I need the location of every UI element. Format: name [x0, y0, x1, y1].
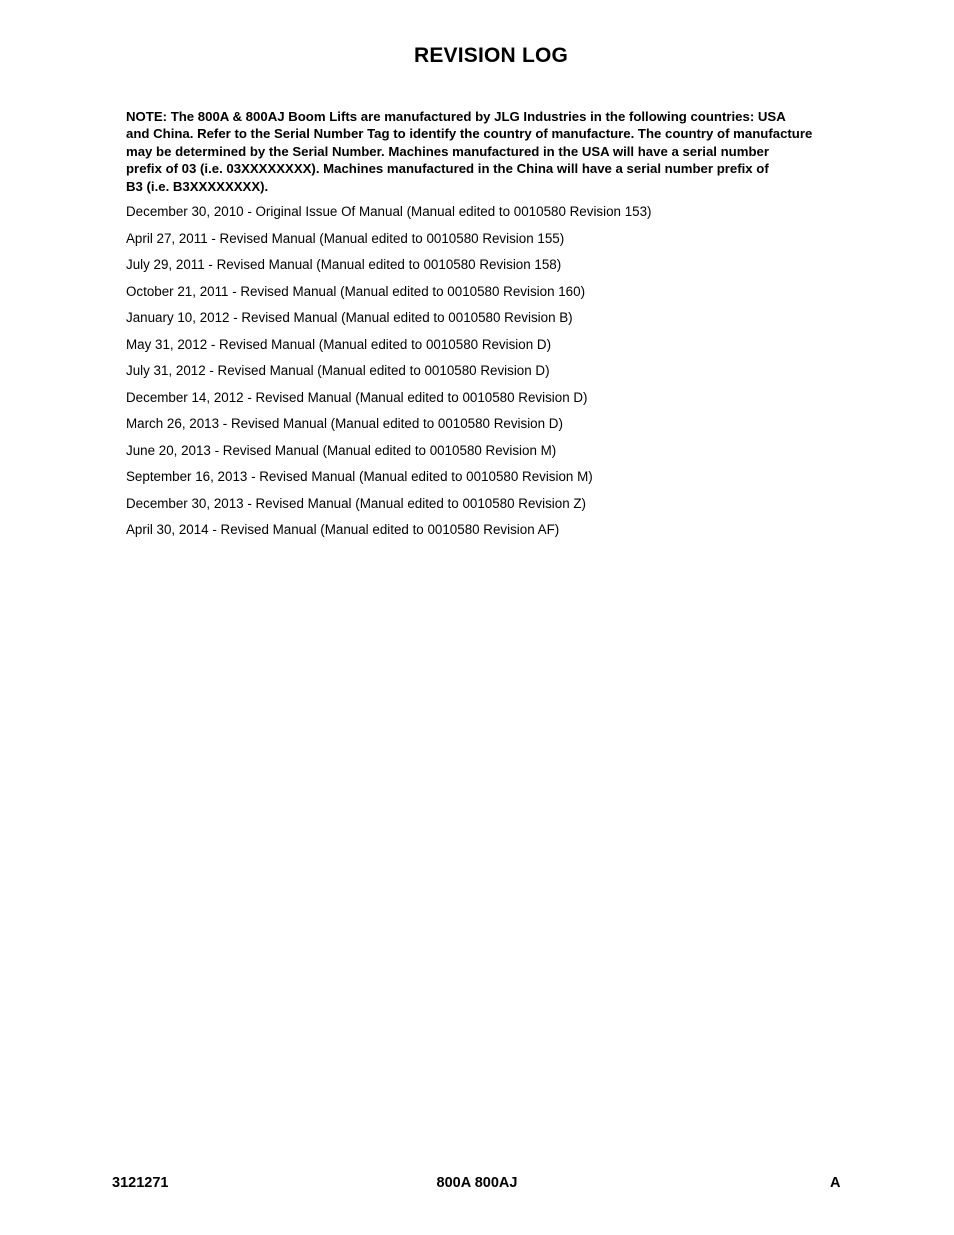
note-line: may be determined by the Serial Number. Machines manufactured in the USA will have a serial number — [126, 143, 769, 159]
revision-entry: May 31, 2012 - Revised Manual (Manual edited to 0010580 Revision D) — [126, 336, 552, 352]
note-line: prefix of 03 (i.e. 03XXXXXXXX). Machines manufactured in the China will have a serial number prefix of — [126, 161, 769, 177]
footer-model: 800A 800AJ — [436, 1175, 518, 1191]
revision-entry: July 31, 2012 - Revised Manual (Manual edited to 0010580 Revision D) — [126, 363, 550, 378]
revision-entry: December 30, 2013 - Revised Manual (Manual edited to 0010580 Revision Z) — [126, 495, 587, 511]
note-line: and China. Refer to the Serial Number Tag to identify the country of manufacture. The country of manufacture — [126, 126, 813, 142]
note-line: B3 (i.e. B3XXXXXXXX). — [126, 178, 269, 194]
revision-entry: July 29, 2011 - Revised Manual (Manual edited to 0010580 Revision 158) — [126, 257, 562, 272]
revision-entry: March 26, 2013 - Revised Manual (Manual edited to 0010580 Revision D) — [126, 416, 563, 431]
revision-entry: October 21, 2011 - Revised Manual (Manual edited to 0010580 Revision 160) — [126, 283, 586, 299]
revision-entry: April 27, 2011 - Revised Manual (Manual edited to 0010580 Revision 155) — [126, 230, 565, 246]
revision-entry: December 30, 2010 - Original Issue Of Manual (Manual edited to 0010580 Revision 153) — [126, 204, 652, 219]
revision-list — [126, 203, 652, 548]
revision-entry: April 30, 2014 - Revised Manual (Manual edited to 0010580 Revision AF) — [126, 522, 560, 537]
footer-document-number: 3121271 — [112, 1175, 169, 1191]
manufacture-note — [126, 108, 886, 195]
page-title: REVISION LOG — [413, 44, 569, 67]
footer-page-number: A — [830, 1175, 841, 1191]
revision-entry: December 14, 2012 - Revised Manual (Manual edited to 0010580 Revision D) — [126, 389, 588, 405]
revision-entry: September 16, 2013 - Revised Manual (Manual edited to 0010580 Revision M) — [126, 469, 593, 484]
revision-entry: June 20, 2013 - Revised Manual (Manual edited to 0010580 Revision M) — [126, 442, 557, 458]
note-line: NOTE: The 800A & 800AJ Boom Lifts are manufactured by JLG Industries in the following countries: USA — [126, 109, 786, 124]
revision-entry: January 10, 2012 - Revised Manual (Manual edited to 0010580 Revision B) — [126, 310, 573, 325]
